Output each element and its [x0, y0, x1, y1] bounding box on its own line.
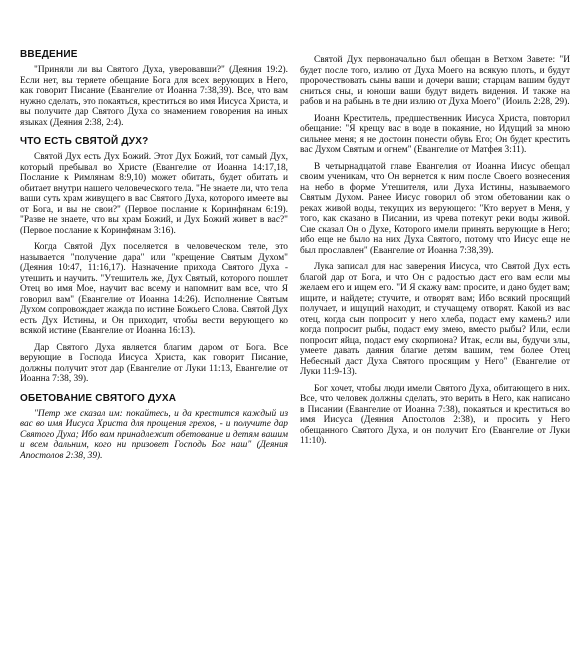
heading-introduction: ВВЕДЕНИЕ — [20, 49, 78, 60]
left-column — [20, 0, 288, 461]
paragraph-what-3: Дар Святого Духа является благим даром от Бога. Все верующие в Господа Иисуса Христа, как говорит Писание, должны получит этот дар (Евангелие от Луки 11:13, Евангелие от Иоанна 7:38, 39). — [20, 342, 288, 384]
paragraph-what-1: Святой Дух есть Дух Божий. Этот Дух Божий, тот самый Дух, который пребывал во Христе (Евангелие от Иоанна 14:17,18, Послание к Римлянам 8:9,10) может обитать, будет обитать и обитает внутри нашего человеческого тела. "Не знаете ли, что тела ваши суть храм живущего в вас Святого Духа, которого имеете вы от Бога, и вы не свои?" (Первое послание к Коринфянам 6:19). "Разве не знаете, что вы храм Божий, и Дух Божий живет в вас?" (Первое послание к Коринфянам 3:16). — [20, 152, 288, 236]
right-column — [300, 0, 570, 447]
paragraph-right-1: Святой Дух первоначально был обещан в Ветхом Завете: "И будет после того, излию от Духа Моего на всякую плоть, и будут пророчествовать сыны ваши и дочери ваши; старцам вашим будут сниться сны, и юноши ваши будут видеть видения. И также на рабов и на рабынь в те дни излию от Духа Моего" (Иоиль 2:28, 29). — [300, 55, 570, 107]
heading-what-is-holy-spirit: ЧТО ЕСТЬ СВЯТОЙ ДУХ? — [20, 136, 149, 147]
paragraph-right-5: Бог хочет, чтобы люди имели Святого Духа, обитающего в них. Все, что человек должны сделать, это верить в Него, как написано в Писании (Евангелие от Иоанна 7:38), покаяться и креститься во имя Иисуса (Деяния Апостолов 2:38), и просить у Него обещанного Святого Духа, и он получит Его (Евангелие от Луки 11:10). — [300, 383, 570, 446]
paragraph-right-3: В четырнадцатой главе Евангелия от Иоанна Иисус обещал своим ученикам, что Он вернется к ним после Своего вознесения на небо в форме Утешителя, или Духа Истины, называемого Святым Духом. Ранее Иисус говорил об этом обетовании как о реках живой воды, текущих из верующего: "Кто верует в Меня, у того, как сказано в Писании, из чрева потекут реки воды живой. Сие сказал Он о Духе, Которого имели принять верующие в Него; ибо еще не было на них Духа Святого, потому что Иисус еще не был прославлен" (Евангелие от Иоанна 7:38,39). — [300, 161, 570, 256]
heading-promise: ОБЕТОВАНИЕ СВЯТОГО ДУХА — [20, 392, 177, 404]
paragraph-right-2: Иоанн Креститель, предшественник Иисуса Христа, повторил обещание: "Я крещу вас в воде в покаяние, но Идущий за мною сильнее меня; я не достоин понести обувь Его; Он будет крестить вас Духом Святым и огнем" (Евангелие от Матфея 3:11). — [300, 113, 570, 155]
paragraph-what-2: Когда Святой Дух поселяется в человеческом теле, это называется "получение дара" или "крещение Святым Духом" (Деяния 10:47, 11:16,17). Назначение прихода Святого Духа - утешить и научить. "Утешитель же, Дух Святый, которого пошлет Отец во имя Мое, научит вас всему и напомнит вам все, что Я говорил вам" (Евангелие от Иоанна 14:26). Исполнение Святым Духом сопровождает жажда по истине Божьего Слова. Святой Дух есть Дух Истины, и Он приходит, чтобы вести верующего ко всякой истине (Евангелие от Иоанна 16:13). — [20, 242, 288, 336]
paragraph-intro: "Приняли ли вы Святого Духа, уверовавши?" (Деяния 19:2). Если нет, вы теряете обещание Бога для всех верующих в Него, как говорит Писание (Евангелие от Иоанна 7:38,39). Все, что вам нужно сделать, это покаяться, креститься во имя Иисуса Христа, и вы получите дар Святого Духа со знамением говорения на иных языках (Деяния 2:38, 2:4). — [20, 65, 288, 128]
paragraph-right-4: Лука записал для нас заверения Иисуса, что Святой Дух есть благой дар от Бога, и что Он с радостью даст его вам если мы желаем его и ищем его. "И Я скажу вам: просите, и дано будет вам; ищите, и найдете; стучите, и отворят вам; Ибо всякий просящий получает, и ищущий находит, и стучащему отворят. Какой из вас отец, когда сын попросит у него хлеба, подаст ему камень? или когда попросит рыбы, подаст ему змею, вместо рыбы? Или, если попросит яйца, подаст ему скорпиона? Итак, если вы, будучи злы, умеете давать даяния благие детям вашим, тем более Отец Небесный даст Духа Святого просящим у Него" (Евангелие от Луки 11:9-13). — [300, 262, 570, 377]
paragraph-promise-quote: "Петр же сказал им: покайтесь, и да крестится каждый из вас во имя Иисуса Христа для прощения грехов, - и получите дар Святого Духа; Ибо вам принадлежит обетование и детям вашим и всем дальним, кого ни призовет Господь Бог наш" (Деяния Апостолов 2:38, 39). — [20, 408, 288, 461]
